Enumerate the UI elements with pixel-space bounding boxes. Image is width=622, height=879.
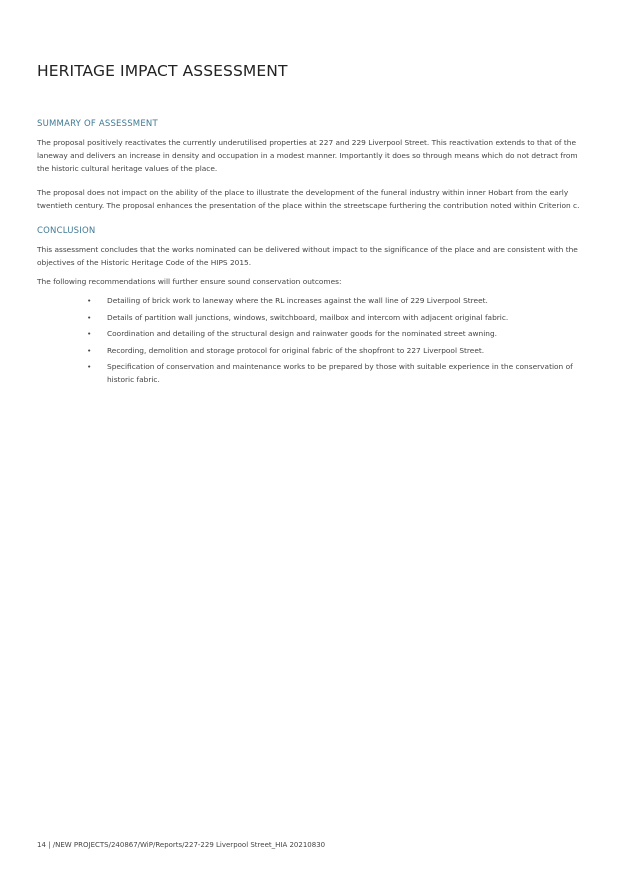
bullet-icon: • — [87, 362, 92, 371]
recommendation-text: Details of partition wall junctions, windows, switchboard, mailbox and intercom with adjacent original fabric. — [107, 312, 509, 322]
recommendation-text: Specification of conservation and maintenance works to be prepared by those with suitable experience in the conservation of historic fabric. — [107, 362, 573, 384]
page-title: HERITAGE IMPACT ASSESSMENT — [37, 62, 288, 81]
bullet-icon: • — [87, 296, 92, 305]
summary-paragraph-2: The proposal does not impact on the ability of the place to illustrate the development of the funeral industry within inner Hobart from the early twentieth century. The proposal enhances the presentation of the place within the streetscape furthering the contribution noted within Criterion c. — [37, 188, 580, 210]
list-item — [87, 344, 582, 357]
bullet-icon: • — [87, 329, 92, 338]
page-number: 14 — [37, 841, 46, 849]
list-item — [87, 360, 582, 386]
summary-paragraph-1: The proposal positively reactivates the currently underutilised properties at 227 and 229 Liverpool Street. This reactivation extends to that of the laneway and delivers an increase in density and occupation in a modest manner. Importantly it does so through means which do not detract from the historic cultural heritage values of the place. — [37, 138, 578, 173]
recommendation-text: Detailing of brick work to laneway where the RL increases against the wall line of 229 Liverpool Street. — [107, 296, 488, 305]
conclusion-paragraph-2: The following recommendations will further ensure sound conservation outcomes: — [37, 277, 342, 286]
recommendation-text: Recording, demolition and storage protocol for original fabric of the shopfront to 227 Liverpool Street. — [107, 345, 485, 355]
bullet-icon: • — [87, 345, 92, 355]
page-footer — [37, 841, 325, 849]
conclusion-paragraph-1: This assessment concludes that the works nominated can be delivered without impact to the significance of the place and are consistent with the objectives of the Historic Heritage Code of the HIPS 2015. — [37, 245, 578, 267]
list-item — [87, 327, 582, 340]
bullet-icon: • — [87, 312, 92, 322]
summary-heading: SUMMARY OF ASSESSMENT — [37, 119, 158, 129]
conclusion-heading: CONCLUSION — [37, 226, 96, 236]
list-item — [87, 311, 582, 324]
file-path: /NEW PROJECTS/240867/WiP/Reports/227-229 Liverpool Street_HIA 20210830 — [52, 841, 326, 849]
footer-separator: | — [48, 841, 51, 849]
recommendation-text: Coordination and detailing of the structural design and rainwater goods for the nominated street awning. — [107, 329, 498, 338]
list-item — [87, 294, 582, 307]
recommendations-list — [87, 294, 582, 390]
